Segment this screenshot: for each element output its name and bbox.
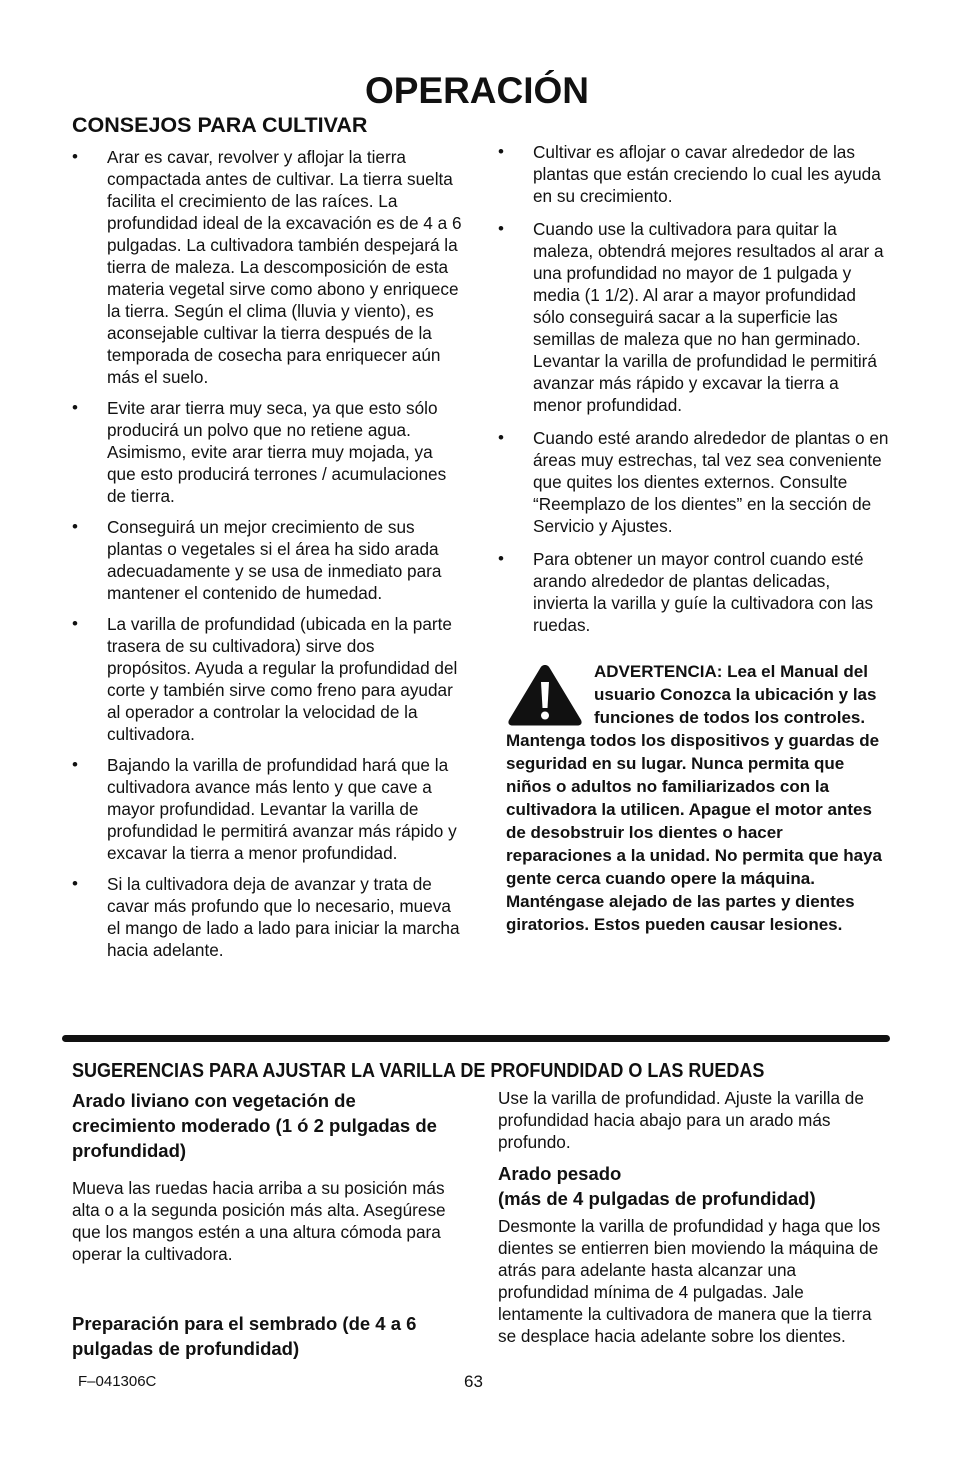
- list-item: • Bajando la varilla de profundidad hará que la cultivadora avance más lento y que cave a mayor profundidad. Levantar la varilla de profundidad le permitirá avanzar más rápido y excavar la tierra a menor profundidad.: [72, 755, 457, 863]
- tips-heading: CONSEJOS PARA CULTIVAR: [72, 113, 368, 137]
- list-item: • Conseguirá un mejor crecimiento de sus plantas o vegetales si el área ha sido arada adecuadamente y se usa de inmediato para mantener el contenido de humedad.: [72, 517, 442, 603]
- tips-column-right: [498, 141, 890, 936]
- adjustment-heading: SUGERENCIAS PARA AJUSTAR LA VARILLA DE PROFUNDIDAD O LAS RUEDAS: [72, 1060, 765, 1082]
- bullet-icon: •: [72, 147, 78, 166]
- heavy-heading-line1: Arado pesado: [498, 1163, 622, 1184]
- bullet-icon: •: [72, 398, 78, 417]
- bullet-icon: •: [498, 142, 504, 161]
- list-item: • Arar es cavar, revolver y aflojar la tierra compactada antes de cultivar. La tierra suelta facilita el crecimiento de las raíces. La profundidad ideal de la excavación es de 4 a 6 pulgadas. La cultivadora también despejará la tierra de maleza. La descomposición de esta materia vegetal sirve como abono y enriquece la tierra. Según el clima (lluvia y viento), es aconsejable cultivar la tierra después de la temporada de cosecha para enriquecer aún más el suelo.: [72, 147, 462, 387]
- list-item: • Cultivar es aflojar o cavar alrededor de las plantas que están creciendo lo cual les ayuda en su crecimiento.: [498, 142, 881, 206]
- adjustment-column-right: [498, 1087, 890, 1347]
- adjustment-column-left: [72, 1088, 462, 1361]
- light-tilling-heading: Arado liviano con vegetación de crecimiento moderado (1 ó 2 pulgadas de profundidad): [72, 1090, 437, 1161]
- bullet-icon: •: [498, 549, 504, 568]
- bullet-icon: •: [498, 219, 504, 238]
- warning-box: [506, 660, 890, 936]
- heavy-tilling-heading: [498, 1161, 890, 1211]
- warning-triangle-icon: [506, 662, 584, 728]
- list-item: • Cuando esté arando alrededor de plantas o en áreas muy estrechas, tal vez sea conveniente que quites los dientes externos. Consulte “Reemplazo de los dientes” en la sección de Servicio y Ajustes.: [498, 428, 889, 536]
- warning-text: ADVERTENCIA: Lea el Manual del usuario Conozca la ubicación y las funciones de todos los controles. Mantenga todos los dispositivos y guardas de seguridad en su lugar. Nunca permita que niños o adultos no familiarizados con la cultivadora la utilicen. Apague el motor antes de desobstruir los dientes o hacer reparaciones a la unidad. No permita que haya gente cerca cuando opere la máquina. Manténgase alejado de las partes y dientes giratorios. Estos pueden causar lesiones.: [506, 662, 883, 934]
- tips-list: [72, 146, 462, 961]
- bullet-icon: •: [498, 428, 504, 447]
- list-item: • Para obtener un mayor control cuando esté arando alrededor de plantas delicadas, invierta la varilla y guíe la cultivadora con las ruedas.: [498, 549, 874, 635]
- heavy-tilling-text: Desmonte la varilla de profundidad y haga que los dientes se entierren bien moviendo la máquina de atrás para adelante hasta alcanzar una profundidad mínima de 4 pulgadas. Jale lentamente la cultivadora de manera que la tierra se desplace hacia adelante sobre los dientes.: [498, 1216, 881, 1346]
- heavy-heading-line2: (más de 4 pulgadas de profundidad): [498, 1188, 816, 1209]
- tips-list-right: [498, 141, 890, 636]
- bullet-icon: •: [72, 517, 78, 536]
- list-item: • La varilla de profundidad (ubicada en la parte trasera de su cultivadora) sirve dos propósitos. Ayuda a regular la profundidad del corte y también sirve como freno para ayudar al operador a controlar la velocidad de la cultivadora.: [72, 614, 458, 744]
- seedbed-heading: Preparación para el sembrado (de 4 a 6 pulgadas de profundidad): [72, 1313, 417, 1359]
- section-divider: [62, 1035, 890, 1042]
- seedbed-text: Use la varilla de profundidad. Ajuste la varilla de profundidad hacia abajo para un arado más profundo.: [498, 1088, 864, 1152]
- bullet-icon: •: [72, 874, 78, 893]
- bullet-icon: •: [72, 755, 78, 774]
- bullet-icon: •: [72, 614, 78, 633]
- tips-column: [72, 112, 462, 970]
- list-item: • Cuando use la cultivadora para quitar la maleza, obtendrá mejores resultados al arar a una profundidad no mayor de 1 pulgada y media (1 1/2). Al arar a mayor profundidad sólo conseguirá sacar a la superficie las semillas de maleza que no han germinado. Levantar la varilla de profundidad le permitirá avanzar más rápido y excavar la tierra a menor profundidad.: [498, 219, 884, 415]
- page-number: 63: [464, 1372, 483, 1391]
- document-code: F–041306C: [78, 1373, 157, 1390]
- list-item: • Si la cultivadora deja de avanzar y trata de cavar más profundo que lo necesario, mueva el mango de lado a lado para iniciar la marcha hacia adelante.: [72, 874, 460, 960]
- page-title: OPERACIÓN: [364, 70, 590, 111]
- list-item: • Evite arar tierra muy seca, ya que esto sólo producirá un polvo que no retiene agua. Asimismo, evite arar tierra muy mojada, ya que esto producirá terrones / acumulaciones de tierra.: [72, 398, 447, 506]
- light-tilling-text: Mueva las ruedas hacia arriba a su posición más alta o a la segunda posición más alta. Asegúrese que los mangos estén a una altura cómoda para operar la cultivadora.: [72, 1178, 446, 1264]
